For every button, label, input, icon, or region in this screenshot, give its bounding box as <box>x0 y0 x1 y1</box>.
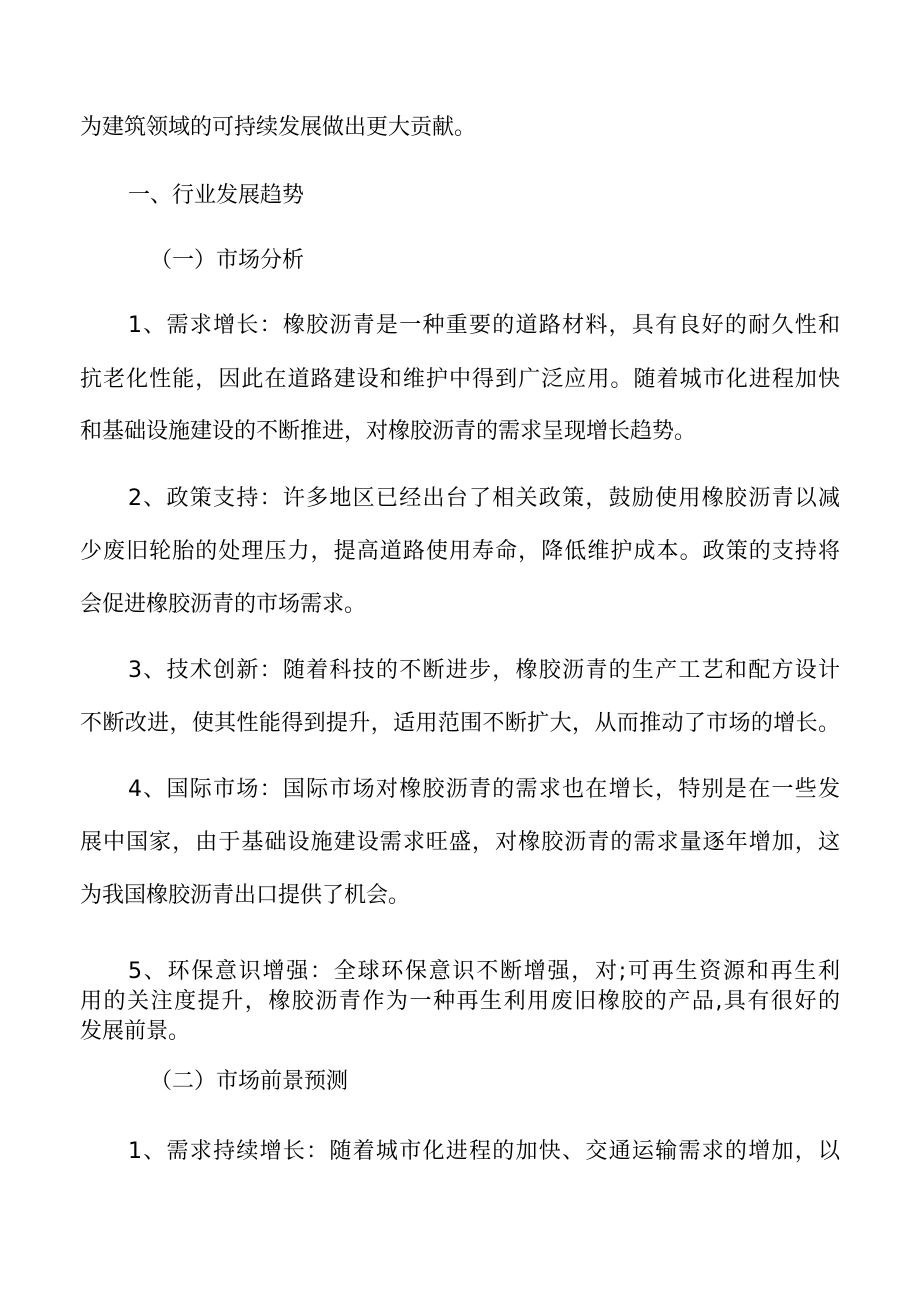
subsection-heading: （二）市场前景预测 <box>150 1069 349 1094</box>
paragraph-line: 用的关注度提升，橡胶沥青作为一种再生利用废旧橡胶的产品,具有很好的 <box>80 989 840 1014</box>
subsection-heading: （一）市场分析 <box>150 248 305 273</box>
paragraph-line: 不断改进，使其性能得到提升，适用范围不断扩大，从而推动了市场的增长。 <box>80 711 840 736</box>
paragraph-line: 展中国家，由于基础设施建设需求旺盛，对橡胶沥青的需求量逐年增加，这 <box>80 830 840 855</box>
paragraph-line: 3、技术创新：随着科技的不断进步，橡胶沥青的生产工艺和配方设计 <box>128 658 840 683</box>
paragraph-line: 抗老化性能，因此在道路建设和维护中得到广泛应用。随着城市化进程加快 <box>80 367 840 392</box>
paragraph-line: 1、需求增长：橡胶沥青是一种重要的道路材料，具有良好的耐久性和 <box>128 313 840 338</box>
paragraph-line: 少废旧轮胎的处理压力，提高道路使用寿命，降低维护成本。政策的支持将 <box>80 539 840 564</box>
paragraph-line: 2、政策支持：许多地区已经出台了相关政策，鼓励使用橡胶沥青以减 <box>128 486 840 511</box>
paragraph-line: 5、环保意识增强：全球环保意识不断增强，对;可再生资源和再生利 <box>128 959 840 984</box>
paragraph-line: 发展前景。 <box>80 1019 191 1044</box>
paragraph-line: 4、国际市场：国际市场对橡胶沥青的需求也在增长，特别是在一些发 <box>128 777 840 802</box>
paragraph-line: 为建筑领域的可持续发展做出更大贡献。 <box>80 115 477 140</box>
paragraph-line: 会促进橡胶沥青的市场需求。 <box>80 592 367 617</box>
paragraph-line: 1、需求持续增长：随着城市化进程的加快、交通运输需求的增加，以 <box>128 1139 840 1164</box>
paragraph-line: 为我国橡胶沥青出口提供了机会。 <box>80 883 411 908</box>
paragraph-line: 和基础设施建设的不断推进，对橡胶沥青的需求呈现增长趋势。 <box>80 419 697 444</box>
section-heading: 一、行业发展趋势 <box>128 183 305 208</box>
